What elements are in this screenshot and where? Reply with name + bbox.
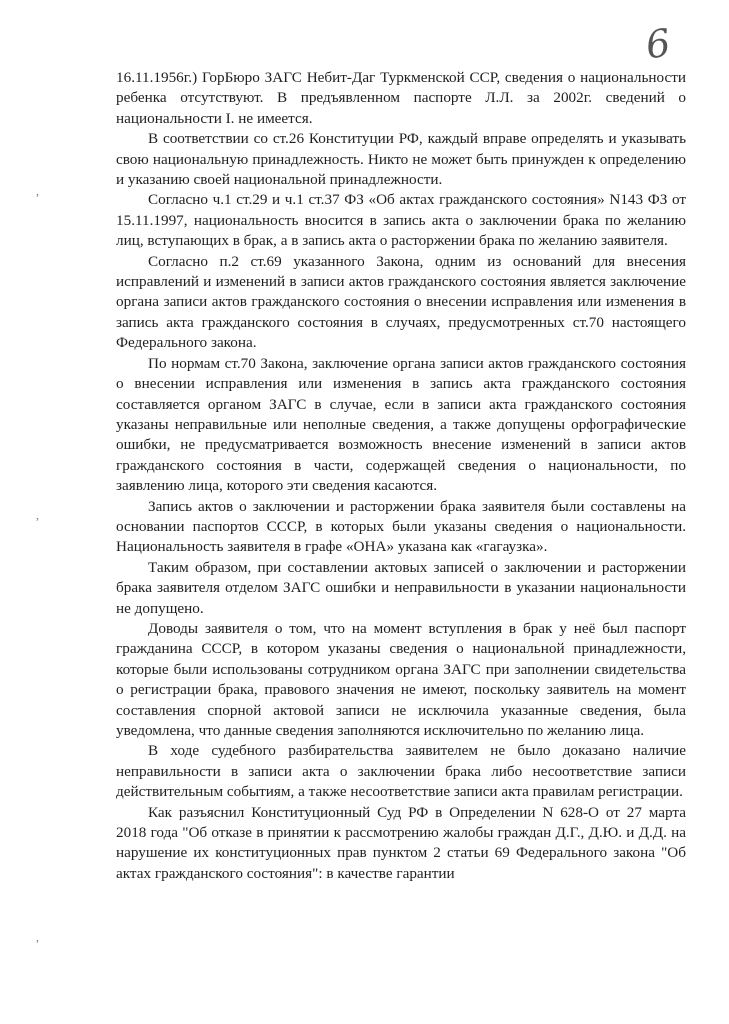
margin-mark: , (36, 930, 39, 944)
paragraph: В соответствии со ст.26 Конституции РФ, каждый вправе определять и указывать свою национальную принадлежность. Никто не может быть принужден к определению и указанию своей национальной принадлежности. (116, 130, 686, 189)
document-body (116, 68, 686, 884)
paragraph: Таким образом, при составлении актовых записей о заключении и расторжении брака заявителя отделом ЗАГС ошибки и неправильности в указании национальности не допущено. (116, 558, 686, 617)
paragraph: По нормам ст.70 Закона, заключение органа записи актов гражданского состояния о внесении исправления или изменения в запись акта гражданского состояния составляется органом ЗАГС в случае, если в записи акта гражданского состояния указаны неправильные или неполные сведения, а также допущены орфографические ошибки, не предусматривается возможность внесение изменений в записи актов гражданского состояния в части, содержащей сведения о национальности, по заявлению лица, которого эти сведения касаются. (116, 354, 686, 495)
paragraph: Согласно п.2 ст.69 указанного Закона, одним из оснований для внесения исправлений и изменений в записи актов гражданского состояния является заключение органа записи актов гражданского состояния о внесении исправления или изменения в запись акта гражданского состояния в случаях, предусмотренных ст.70 настоящего Федерального закона. (116, 252, 686, 352)
paragraph: Запись актов о заключении и расторжении брака заявителя были составлены на основании паспортов СССР, в которых были указаны сведения о национальности. Национальность заявителя в графе «ОНА» указана как «гагаузка». (116, 497, 686, 556)
page-number: 6 (643, 20, 674, 68)
paragraph: Согласно ч.1 ст.29 и ч.1 ст.37 ФЗ «Об актах гражданского состояния» N143 ФЗ от 15.11.1997, национальность вносится в запись акта о заключении брака по желанию лиц, вступающих в брак, а в запись акта о расторжении брака по желанию заявителя. (116, 191, 686, 250)
margin-mark: , (36, 508, 39, 522)
margin-mark: , (36, 184, 39, 198)
paragraph: Доводы заявителя о том, что на момент вступления в брак у неё был паспорт гражданина СССР, в котором указаны сведения о национальной принадлежности, которые были использованы сотрудником органа ЗАГС при заполнении свидетельства о регистрации брака, правового значения не имеют, поскольку заявитель на момент составления спорной актовой записи не исключила указанные сведения, была уведомлена, что данные сведения заполняются исключительно по желанию лица. (116, 619, 686, 739)
paragraph: В ходе судебного разбирательства заявителем не было доказано наличие неправильности в записи акта о заключении брака либо несоответствие записи действительным событиям, а также несоответствие записи акта правилам регистрации. (116, 742, 686, 801)
paragraph: 16.11.1956г.) ГорБюро ЗАГС Небит-Даг Туркменской ССР, сведения о национальности ребенка отсутствуют. В предъявленном паспорте Л.Л. за 2002г. сведений о национальности I. не имеется. (116, 69, 686, 127)
paragraph: Как разъяснил Конституционный Суд РФ в Определении N 628-О от 27 марта 2018 года "Об отказе в принятии к рассмотрению жалобы граждан Д.Г., Д.Ю. и Д.Д. на нарушение их конституционных прав пунктом 2 статьи 69 Федерального закона "Об актах гражданского состояния": в качестве гарантии (116, 803, 686, 882)
